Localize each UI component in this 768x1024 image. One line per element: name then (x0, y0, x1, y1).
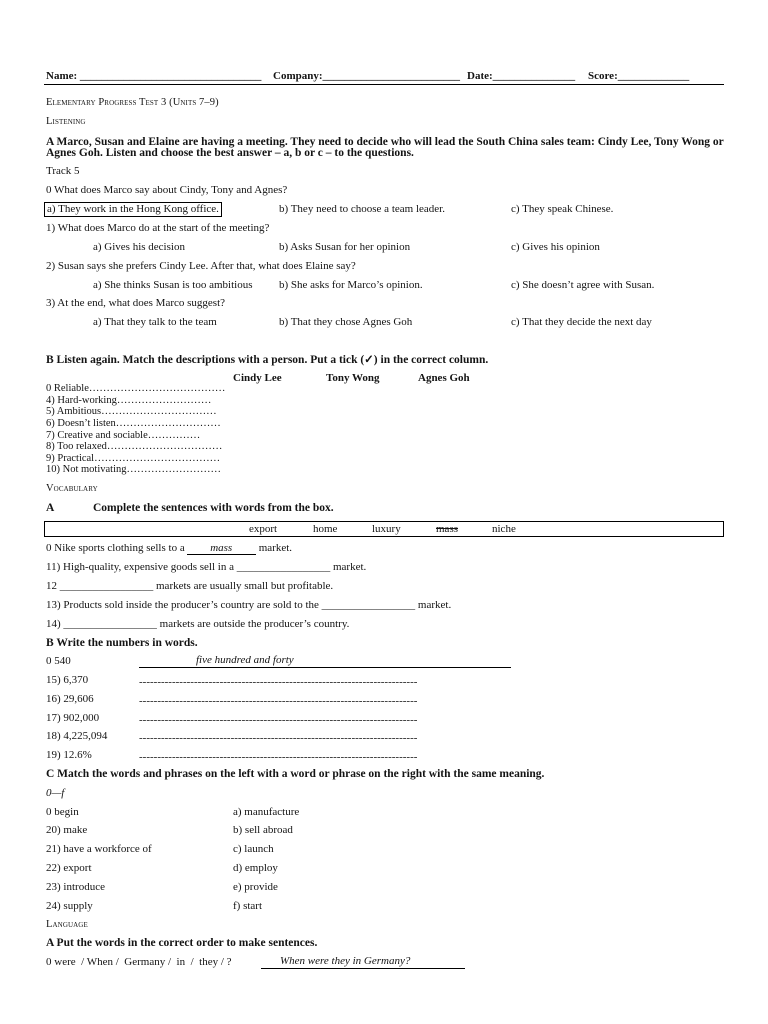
question-3: 3) At the end, what does Marco suggest? (46, 297, 226, 309)
vocabulary-example-sentence (46, 541, 292, 555)
question-1-option-b: b) Asks Susan for her opinion (279, 241, 411, 253)
example-suffix: market. (258, 542, 293, 554)
question-0-option-a-boxed: a) They work in the Hong Kong office. (44, 202, 222, 217)
section-heading-vocabulary: Vocabulary (46, 483, 98, 494)
question-0: 0 What does Marco say about Cindy, Tony and Agnes? (46, 184, 288, 196)
vocabulary-part-a-letter: A (46, 502, 55, 514)
word-box-item: niche (492, 523, 516, 535)
match-left-item: 24) supply (46, 900, 93, 912)
question-3-option-c: c) That they decide the next day (511, 316, 652, 328)
match-left-item: 21) have a workforce of (46, 843, 152, 855)
answer-line: ---------------------------------------------------------------------------- (139, 751, 418, 763)
match-right-item: a) manufacture (233, 806, 300, 818)
section-heading-listening: Listening (46, 116, 86, 127)
match-example-answer: 0—f (46, 787, 65, 799)
number-item-17: 17) 902,000 (46, 712, 100, 724)
list-item: 7) Creative and sociable…………… (46, 429, 201, 441)
question-3-option-b: b) That they chose Agnes Goh (279, 316, 413, 328)
listening-part-a-instruction: A Marco, Susan and Elaine are having a meeting. They need to decide who will lead the South China sales team: Cindy Lee, Tony Wong or Agnes Goh. Listen and choose the best answer – a, b or c – to the questions. (46, 135, 724, 159)
word-box-item: luxury (372, 523, 401, 535)
column-header-cindy-lee: Cindy Lee (233, 372, 282, 384)
question-2-option-a: a) She thinks Susan is too ambitious (93, 279, 253, 291)
name-field: Name: _________________________________ (46, 70, 262, 82)
answer-line: ---------------------------------------------------------------------------- (139, 732, 418, 744)
language-example-answer: When were they in Germany? (261, 955, 465, 969)
list-item: 0 Reliable………………………………… (46, 383, 226, 395)
match-left-item: 22) export (46, 862, 92, 874)
header-divider (44, 84, 724, 85)
match-right-item: e) provide (233, 881, 278, 893)
sentence-11: 11) High-quality, expensive goods sell in a _________________ market. (46, 561, 367, 573)
question-3-option-a: a) That they talk to the team (93, 316, 217, 328)
sentence-14: 14) _________________ markets are outside the producer’s country. (46, 618, 350, 630)
question-1-option-c: c) Gives his opinion (511, 241, 600, 253)
question-2-option-b: b) She asks for Marco’s opinion. (279, 279, 423, 291)
question-2-option-c: c) She doesn’t agree with Susan. (511, 279, 655, 291)
question-2: 2) Susan says she prefers Cindy Lee. After that, what does Elaine say? (46, 260, 356, 272)
column-header-agnes-goh: Agnes Goh (418, 372, 470, 384)
number-item-19: 19) 12.6% (46, 749, 92, 761)
number-item-16: 16) 29,606 (46, 693, 94, 705)
match-left-item: 20) make (46, 824, 88, 836)
number-example-answer: five hundred and forty (139, 654, 511, 668)
track-label: Track 5 (46, 165, 80, 177)
vocabulary-part-b-instruction: B Write the numbers in words. (46, 637, 198, 649)
number-item-18: 18) 4,225,094 (46, 730, 108, 742)
section-heading-language: Language (46, 919, 88, 930)
match-right-item: b) sell abroad (233, 824, 293, 836)
list-item: 9) Practical……………………………… (46, 452, 221, 464)
answer-line: ---------------------------------------------------------------------------- (139, 695, 418, 707)
answer-line: ---------------------------------------------------------------------------- (139, 676, 418, 688)
list-item: 5) Ambitious…………………………… (46, 406, 217, 418)
vocabulary-part-c-instruction: C Match the words and phrases on the left with a word or phrase on the right with the same meaning. (46, 768, 545, 780)
test-title: Elementary Progress Test 3 (Units 7–9) (46, 97, 219, 108)
number-item-15: 15) 6,370 (46, 674, 89, 686)
listening-part-b-instruction: B Listen again. Match the descriptions with a person. Put a tick (✓) in the correct column. (46, 354, 489, 366)
vocabulary-part-a-instruction: Complete the sentences with words from the box. (93, 502, 334, 514)
list-item: 8) Too relaxed…………………………… (46, 441, 223, 453)
list-item: 10) Not motivating……………………… (46, 464, 221, 476)
word-box (44, 521, 724, 537)
date-field: Date:_______________ (467, 70, 576, 82)
word-box-item: home (313, 523, 338, 535)
number-example: 0 540 (46, 655, 71, 667)
word-box-item: export (249, 523, 278, 535)
match-right-item: d) employ (233, 862, 278, 874)
example-prefix: 0 Nike sports clothing sells to a (46, 542, 185, 554)
language-part-a-instruction: A Put the words in the correct order to make sentences. (46, 937, 318, 949)
example-answer: mass (187, 542, 256, 555)
list-item: 6) Doesn’t listen………………………… (46, 417, 221, 429)
word-box-item-crossed-out: mass (436, 523, 458, 535)
match-left-item: 23) introduce (46, 881, 105, 893)
company-field: Company:_________________________ (273, 70, 461, 82)
match-right-item: c) launch (233, 843, 274, 855)
match-right-item: f) start (233, 900, 263, 912)
question-0-option-b: b) They need to choose a team leader. (279, 203, 445, 215)
score-field: Score:_____________ (588, 70, 690, 82)
description-list (46, 383, 225, 476)
match-left-item: 0 begin (46, 806, 79, 818)
column-header-tony-wong: Tony Wong (326, 372, 380, 384)
sentence-12: 12 _________________ markets are usually small but profitable. (46, 580, 334, 592)
list-item: 4) Hard-working……………………… (46, 394, 212, 406)
answer-line: ---------------------------------------------------------------------------- (139, 714, 418, 726)
question-1-option-a: a) Gives his decision (93, 241, 185, 253)
language-example-words: 0 were / When / Germany / in / they / ? (46, 956, 232, 968)
question-0-option-c: c) They speak Chinese. (511, 203, 614, 215)
question-1: 1) What does Marco do at the start of the meeting? (46, 222, 270, 234)
sentence-13: 13) Products sold inside the producer’s country are sold to the _________________ market. (46, 599, 452, 611)
